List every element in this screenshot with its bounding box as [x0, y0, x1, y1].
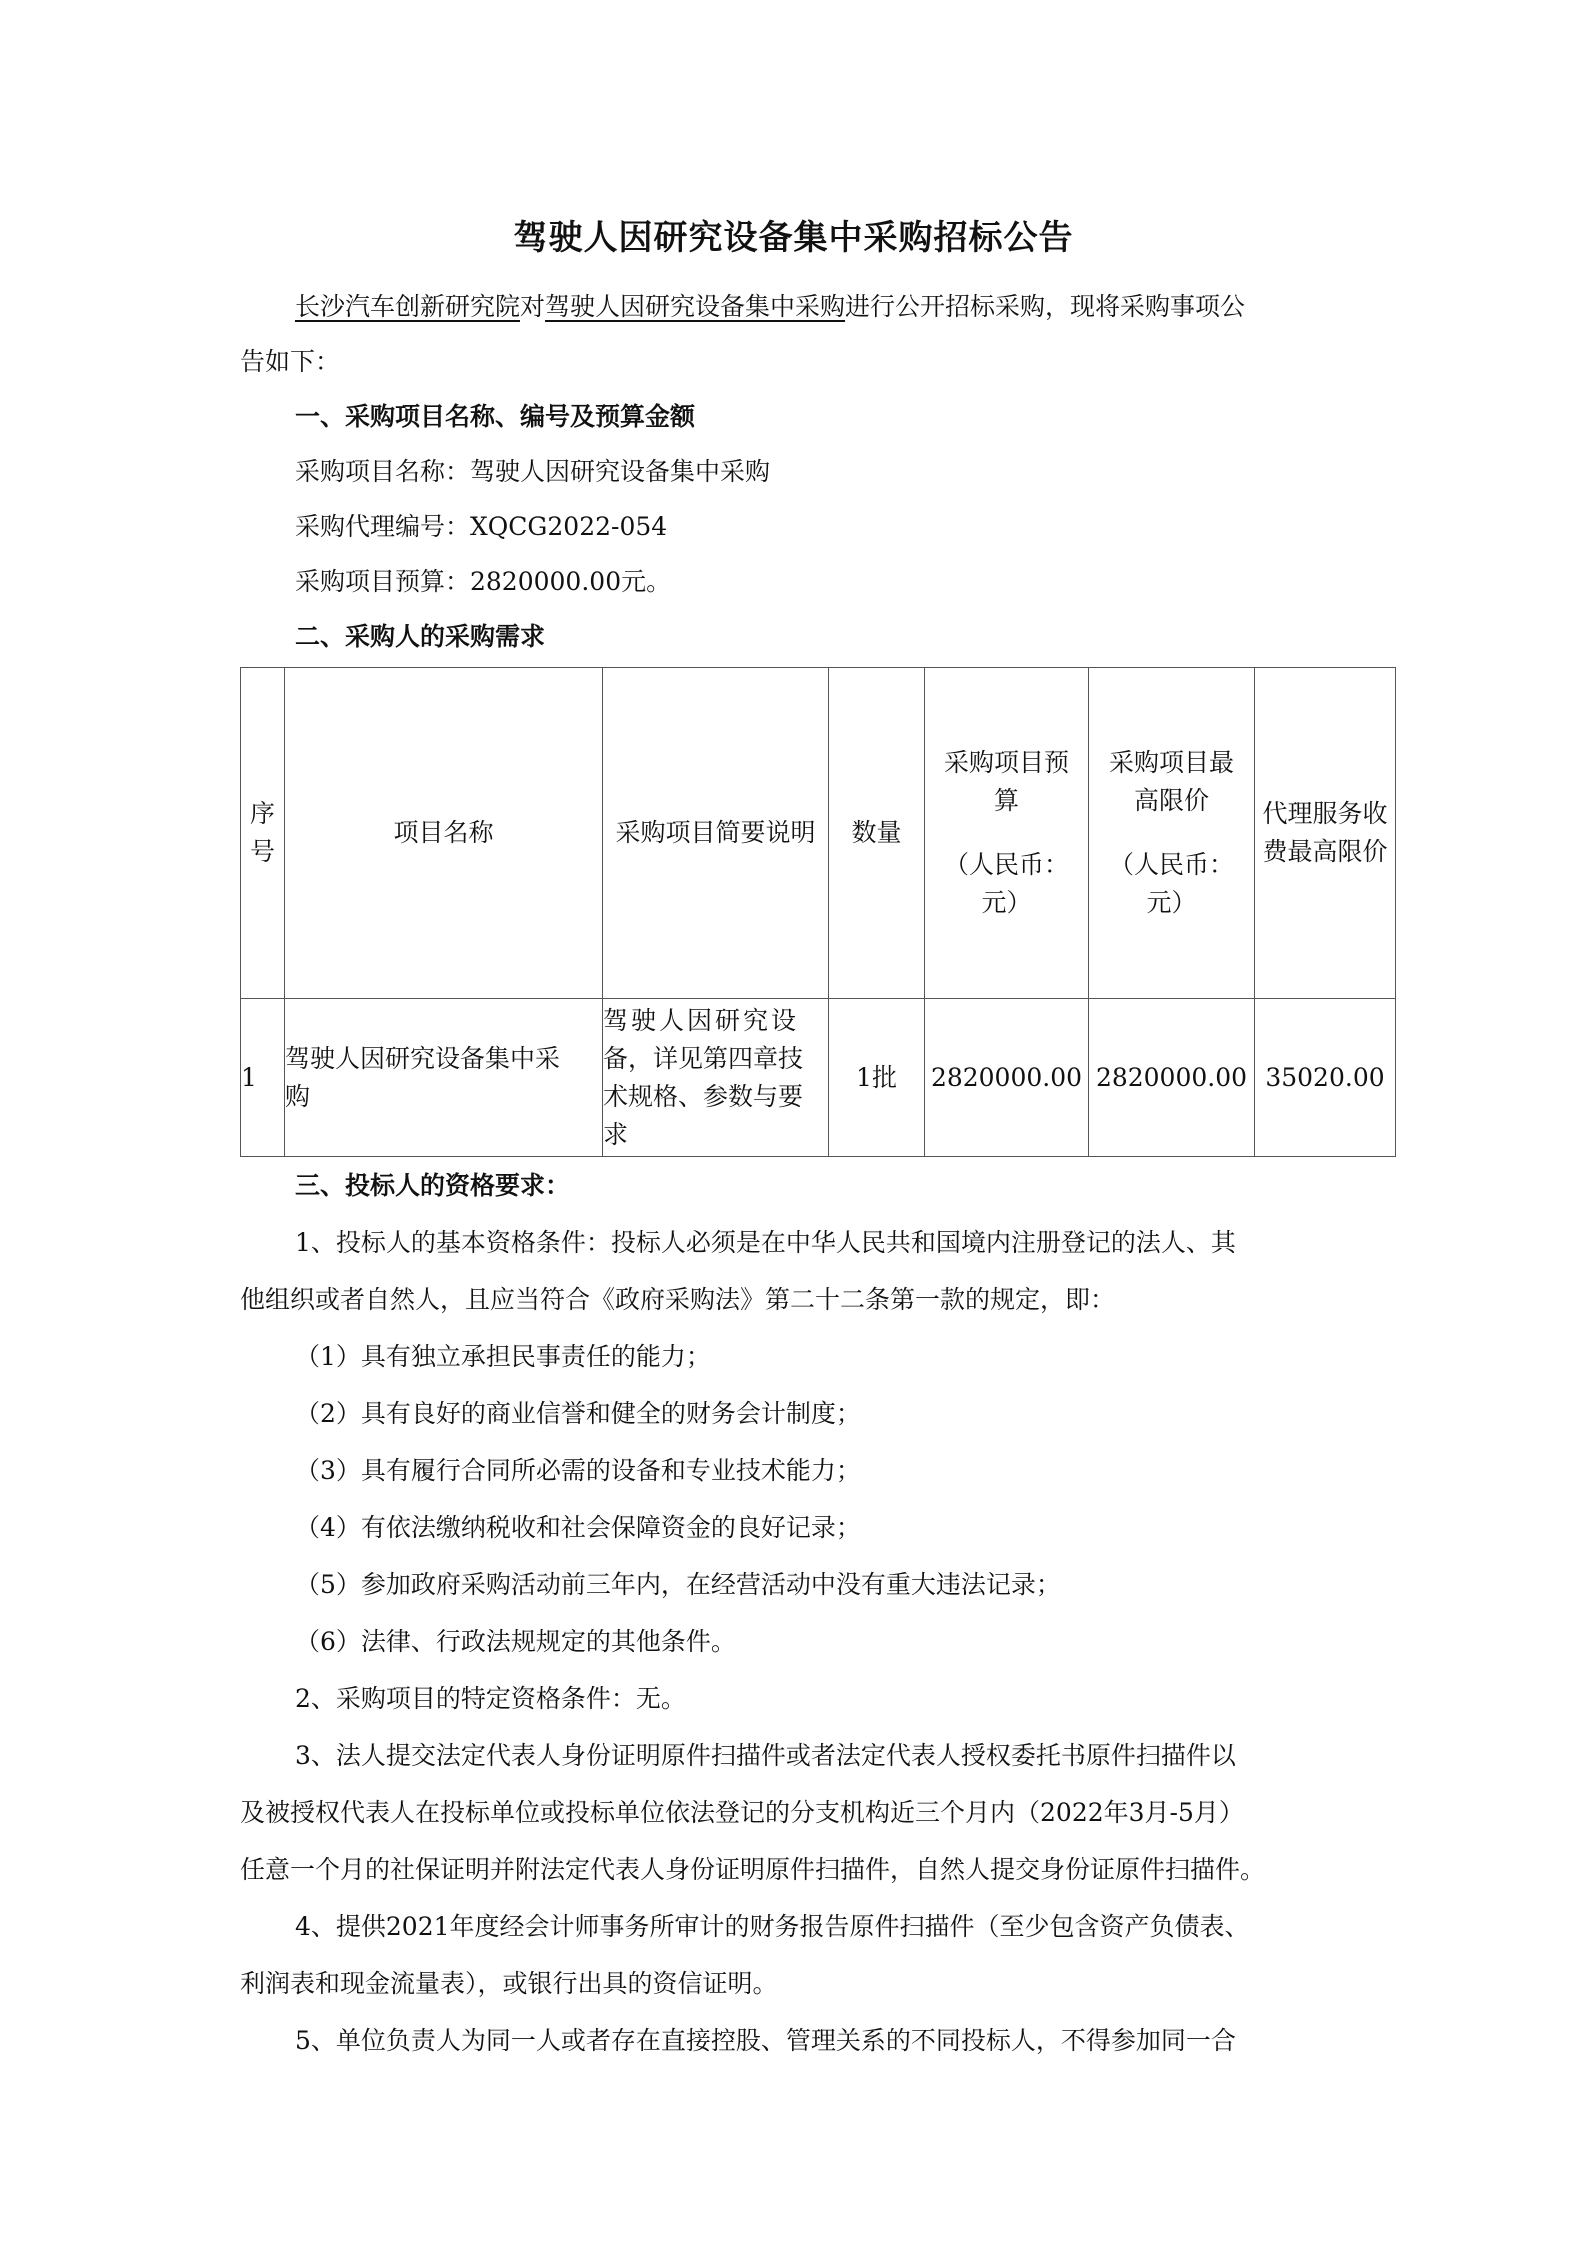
project-name-line: 采购项目名称：驾驶人因研究设备集中采购: [295, 457, 771, 486]
qualification-item: （1）具有独立承担民事责任的能力；: [295, 1342, 711, 1371]
table-row: [241, 999, 1396, 1157]
qualification-1-line-b: 他组织或者自然人，且应当符合《政府采购法》第二十二条第一款的规定，即：: [240, 1285, 1116, 1314]
header-no: 序 号: [241, 668, 285, 999]
cell-fee: 35020.00: [1255, 999, 1396, 1157]
header-fee: 代理服务收 费最高限价: [1255, 668, 1396, 999]
qualification-3-line-a: 3、法人提交法定代表人身份证明原件扫描件或者法定代表人授权委托书原件扫描件以: [295, 1741, 1236, 1770]
section-1-heading: 一、采购项目名称、编号及预算金额: [295, 402, 696, 431]
intro-line-1: [295, 286, 1245, 328]
section-2-heading: 二、采购人的采购需求: [295, 622, 546, 651]
qualification-item: （4）有依法缴纳税收和社会保障资金的良好记录；: [295, 1513, 861, 1542]
table-header-row: [241, 668, 1396, 999]
cell-no: 1: [241, 999, 285, 1157]
header-qty: 数量: [829, 668, 925, 999]
qualification-3-line-c: 任意一个月的社保证明并附法定代表人身份证明原件扫描件，自然人提交身份证原件扫描件。: [240, 1855, 1266, 1884]
cell-desc: 驾驶人因研究设 备，详见第四章技 术规格、参数与要 求: [603, 999, 829, 1157]
budget-line: 采购项目预算：2820000.00元。: [295, 567, 672, 596]
qualification-2: 2、采购项目的特定资格条件：无。: [295, 1684, 686, 1713]
project-name-underlined: 驾驶人因研究设备集中采购: [545, 292, 846, 321]
cell-budget: 2820000.00: [925, 999, 1089, 1157]
qualification-item: （6）法律、行政法规规定的其他条件。: [295, 1627, 736, 1656]
intro-text-a: 对: [520, 292, 546, 321]
qualification-3-line-b: 及被授权代表人在投标单位或投标单位依法登记的分支机构近三个月内（2022年3月-5月）: [240, 1798, 1244, 1827]
cell-name: 驾驶人因研究设备集中采 购: [285, 999, 603, 1157]
qualification-item: （2）具有良好的商业信誉和健全的财务会计制度；: [295, 1399, 861, 1428]
intro-text-b: 进行公开招标采购，现将采购事项公: [845, 292, 1246, 321]
agency-code-line: 采购代理编号：XQCG2022-054: [295, 512, 668, 541]
cell-max-price: 2820000.00: [1089, 999, 1255, 1157]
page-title: 驾驶人因研究设备集中采购招标公告: [513, 218, 1074, 258]
cell-qty: 1批: [829, 999, 925, 1157]
qualification-4-line-b: 利润表和现金流量表），或银行出具的资信证明。: [240, 1969, 778, 1998]
section-3-heading: 三、投标人的资格要求：: [295, 1171, 571, 1200]
qualification-item: （3）具有履行合同所必需的设备和专业技术能力；: [295, 1456, 861, 1485]
header-max-price: 采购项目最 高限价 （人民币： 元）: [1089, 668, 1255, 999]
header-name: 项目名称: [285, 668, 603, 999]
qualification-item: （5）参加政府采购活动前三年内，在经营活动中没有重大违法记录；: [295, 1570, 1061, 1599]
header-desc: 采购项目简要说明: [603, 668, 829, 999]
header-budget: 采购项目预 算 （人民币： 元）: [925, 668, 1089, 999]
qualification-4-line-a: 4、提供2021年度经会计师事务所审计的财务报告原件扫描件（至少包含资产负债表、: [295, 1912, 1250, 1941]
purchaser-name: 长沙汽车创新研究院: [295, 292, 521, 321]
requirements-table: [240, 667, 1396, 1157]
qualification-1-line-a: 1、投标人的基本资格条件：投标人必须是在中华人民共和国境内注册登记的法人、其: [295, 1228, 1236, 1257]
intro-line-2: 告如下：: [240, 347, 341, 376]
qualification-5-line-a: 5、单位负责人为同一人或者存在直接控股、管理关系的不同投标人，不得参加同一合: [295, 2026, 1236, 2055]
